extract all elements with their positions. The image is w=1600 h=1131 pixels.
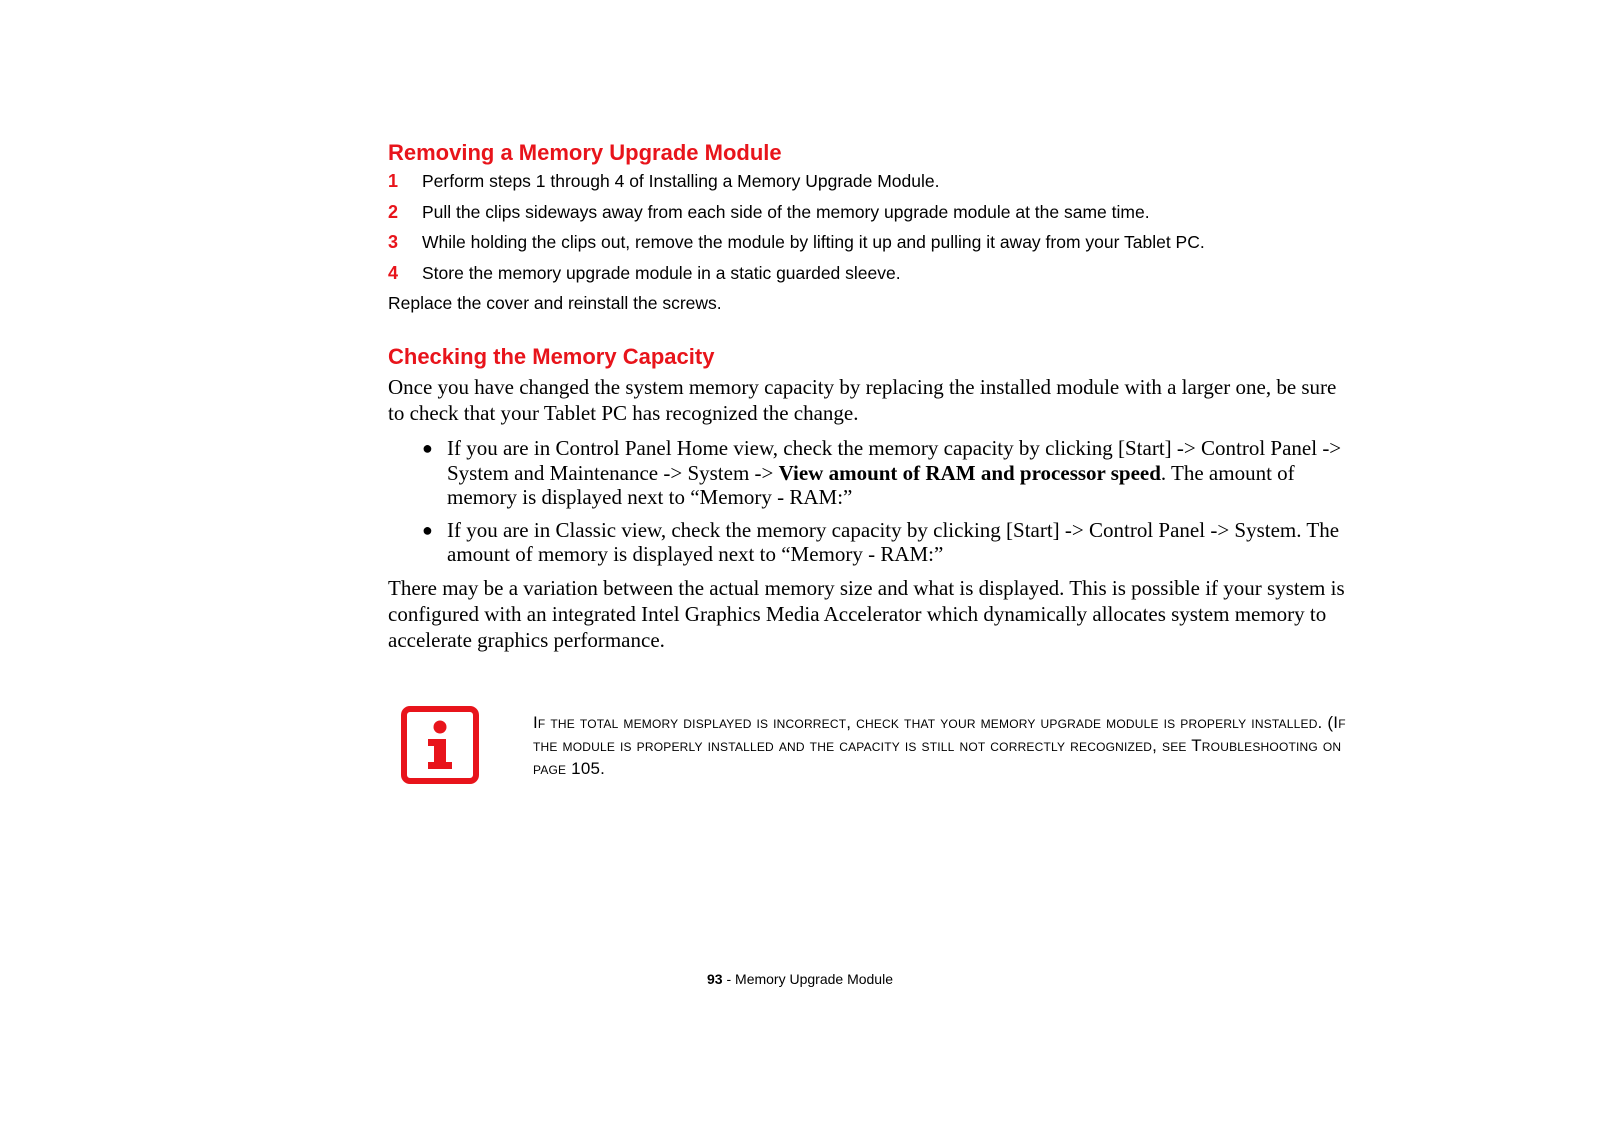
list-item [388,436,1350,510]
bullet-text: If you are in Control Panel Home view, check the memory capacity by clicking [Start] -> Control Panel -> System and Maintenance -> System -> View amount of RAM and processor speed. The amount of memory is displayed next to “Memory - RAM:” [447,436,1342,509]
bullet-icon: ● [422,438,433,458]
closing-paragraph: There may be a variation between the actual memory size and what is displayed. This is possible if your system is configured with an integrated Intel Graphics Media Accelerator which dynamically allocates system memory to accelerate graphics performance. [388,575,1345,652]
section-heading-checking: Checking the Memory Capacity [388,344,715,369]
page-number: 93 [707,971,723,987]
bullet-list [388,436,1350,567]
info-icon [401,706,479,784]
bullet-icon: ● [422,519,433,540]
page-content [388,138,1350,653]
list-item [388,262,1350,285]
step-number: 3 [388,232,399,252]
list-item [388,201,1350,224]
removal-steps-list [388,170,1350,285]
list-item [388,518,1350,567]
list-item [388,231,1350,254]
step-number: 4 [388,262,399,283]
footer-separator: - [722,971,736,987]
step-text: While holding the clips out, remove the module by lifting it up and pulling it away from your Tablet PC. [422,232,1205,252]
section-heading-removing: Removing a Memory Upgrade Module [388,140,782,165]
step-number: 2 [388,201,399,222]
list-item [388,170,1350,193]
footer-title: Memory Upgrade Module [735,971,893,987]
intro-paragraph: Once you have changed the system memory capacity by replacing the installed module with a larger one, be sure to check that your Tablet PC has recognized the change. [388,375,1337,425]
step-text: Pull the clips sideways away from each side of the memory upgrade module at the same time. [422,201,1150,222]
note-callout [401,706,1361,796]
page-footer [0,970,1600,988]
replace-cover-text: Replace the cover and reinstall the screws. [388,293,722,313]
step-text: Perform steps 1 through 4 of Installing a Memory Upgrade Module. [422,171,940,191]
note-text: If the total memory displayed is incorrect, check that your memory upgrade module is properly installed. (If the module is properly installed and the capacity is still not correctly recognized, see Troubleshooting on page 105. [533,713,1346,778]
bold-link-text: View amount of RAM and processor speed [778,460,1161,485]
bullet-text: If you are in Classic view, check the memory capacity by clicking [Start] -> Control Panel -> System. The amount of memory is displayed next to “Memory - RAM:” [447,517,1340,566]
step-number: 1 [388,171,399,191]
step-text: Store the memory upgrade module in a static guarded sleeve. [422,262,901,283]
